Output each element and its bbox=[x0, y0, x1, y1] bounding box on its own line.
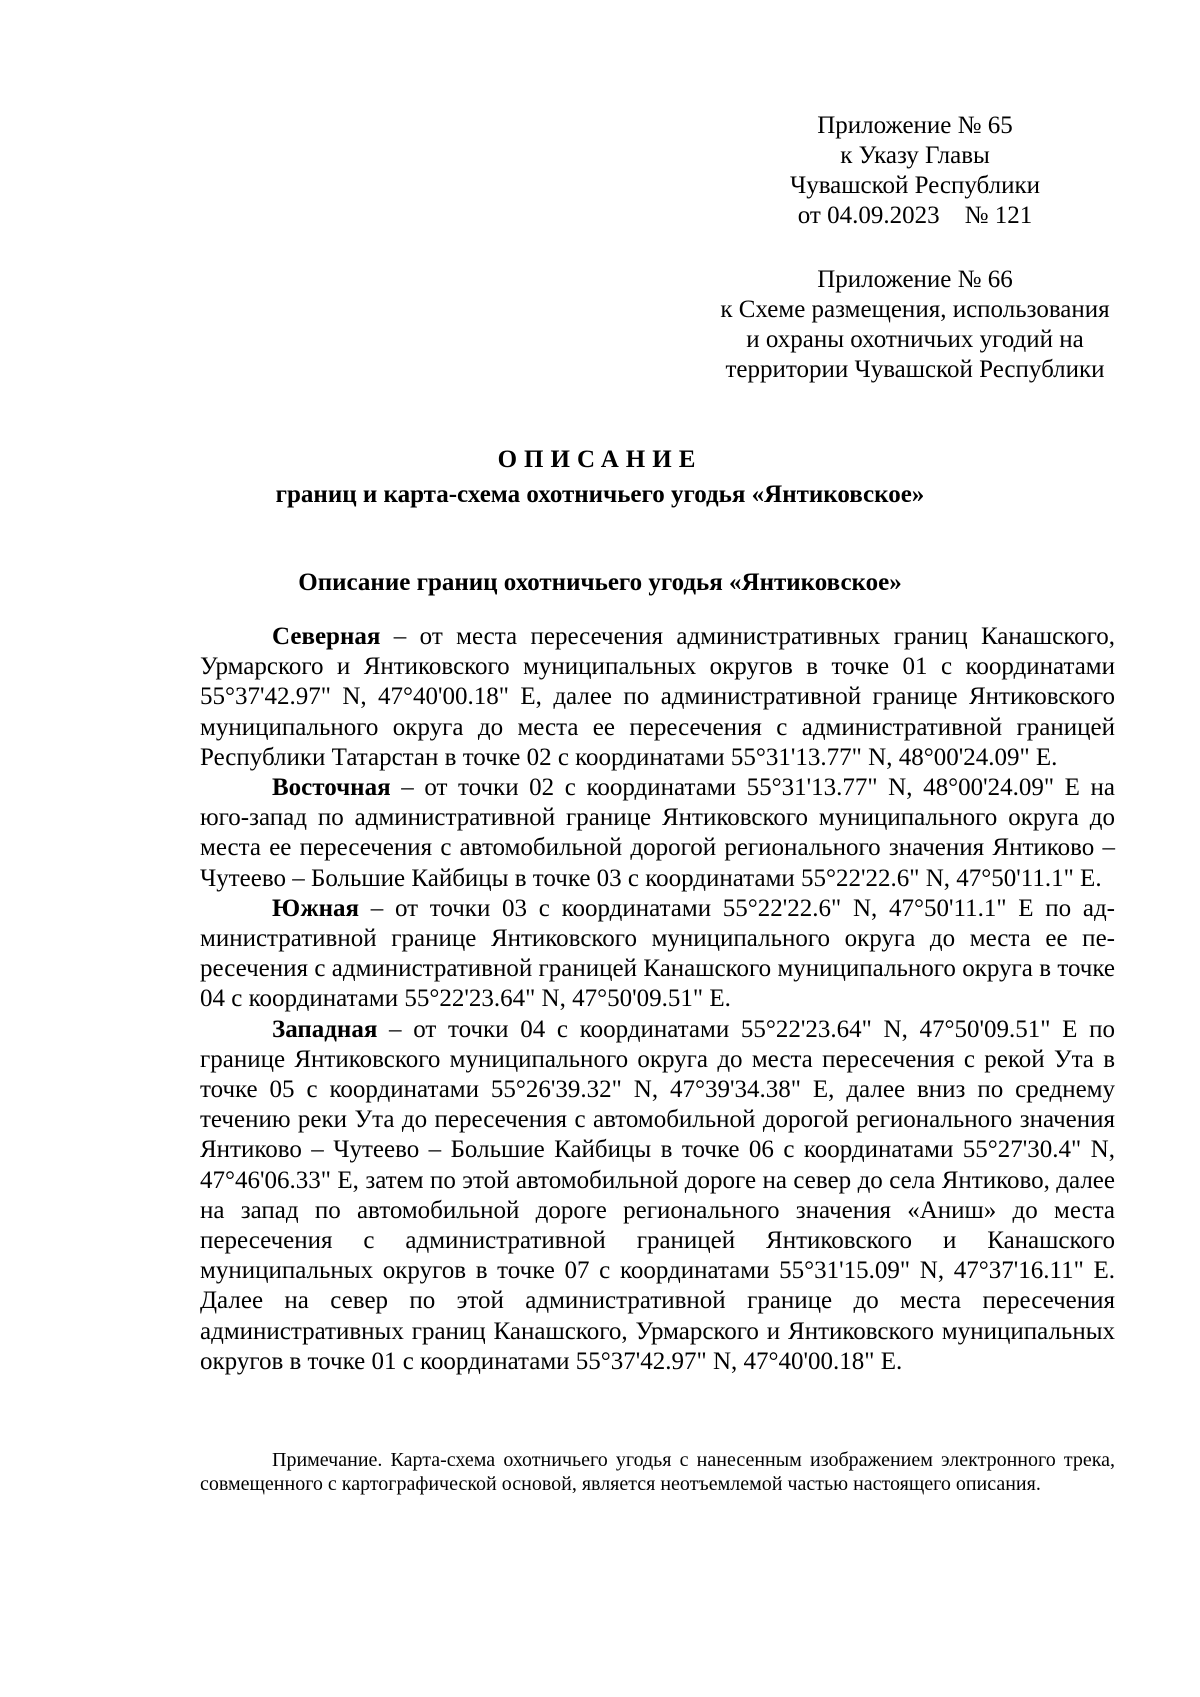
appendix-number-line: Приложение № 65 bbox=[817, 112, 1013, 139]
boundary-label: Южная bbox=[272, 894, 360, 922]
appendix-territory-line: территории Чувашской Республики bbox=[725, 356, 1105, 383]
boundary-text: – от места пересечения административных границ Канашского, Урмарского и Янтиковского муниципальных округов в точке 01 с координатами 55°37'42.97" N, 47°40'00.18" Е, далее по административной границе Янтиковского муниципального округа до места ее пересечения с административной границей Республики Татарстан в точке 02 с координатами 55°31'13.77" N, 48°00'24.09" Е. bbox=[200, 623, 1115, 771]
appendix-decree-reference bbox=[690, 111, 1140, 231]
boundary-label: Северная bbox=[272, 623, 381, 650]
boundary-text: – от точки 03 с координатами 55°22'22.6" N, 47°50'11.1" Е по административной границе Янтиковского муниципального округа до места ее пересечения с административной границей Канашского муниципального округа в точке 04 с координатами 55°22'23.64" N, 47°50'09.51" Е. bbox=[200, 894, 1115, 1013]
boundary-label: Восточная bbox=[272, 774, 391, 802]
section-heading: Описание границ охотничьего угодья «Янтиковское» bbox=[298, 569, 902, 596]
boundary-paragraph-west bbox=[200, 1015, 1115, 1377]
boundary-description bbox=[200, 622, 1115, 1377]
appendix-date-line: от 04.09.2023 № 121 bbox=[797, 202, 1033, 229]
appendix-scheme-line: к Схеме размещения, использования bbox=[720, 296, 1110, 323]
boundary-paragraph-south bbox=[200, 894, 1115, 1015]
appendix-decree-line: к Указу Главы bbox=[840, 142, 990, 169]
footnote: Примечание. Карта-схема охотничьего угодья с нанесенным изображением электронного трека, совмещенного с картографической основой, является неотъемлемой частью настоящего описания. bbox=[200, 1449, 1115, 1495]
boundary-paragraph-north bbox=[200, 622, 1115, 773]
boundary-label: Западная bbox=[272, 1015, 378, 1043]
document-subtitle: границ и карта-схема охотничьего угодья «Янтиковское» bbox=[275, 481, 925, 508]
document-title: ОПИСАНИЕ bbox=[497, 446, 703, 473]
boundary-paragraph-east bbox=[200, 773, 1115, 894]
appendix-number-line: Приложение № 66 bbox=[817, 266, 1013, 293]
appendix-republic-line: Чувашской Республики bbox=[789, 172, 1041, 199]
appendix-protection-line: и охраны охотничьих угодий на bbox=[746, 326, 1084, 353]
appendix-scheme-reference bbox=[690, 265, 1140, 385]
boundary-text: – от точки 04 с координатами 55°22'23.64" N, 47°50'09.51" Е по границе Янтиковского муниципального округа до места пересечения с рекой Ута в точке 05 с координатами 55°26'39.32" N, 47°39'34.38" Е, далее вниз по среднему течению реки Ута до пересечения с автомобильной дорогой регионального значения Янтиково – Чутеево – Большие Кайбицы в точке 06 с координатами 55°27'30.4" N, 47°46'06.33" Е, затем по этой автомобильной дороге на север до села Янтиково, далее на запад по автомобильной дороге регионального значения «Аниш» до места пересечения с административной границей Янтиковского и Канашского муниципальных округов в точке 07 с координатами 55°31'15.09" N, 47°37'16.11" Е. Далее на север по этой административной границе до места пересечения административных границ Канашского, Урмарского и Янтиковского муниципальных округов в точке 01 с координатами 55°37'42.97" N, 47°40'00.18" Е. bbox=[200, 1015, 1115, 1375]
boundary-text: – от точки 02 с координатами 55°31'13.77" N, 48°00'24.09" Е на юго-запад по административной границе Янтиковского муниципального округа до места ее пересечения с автомобильной дорогой регионального значения Янтиково – Чутеево – Большие Кайбицы в точке 03 с координатами 55°22'22.6" N, 47°50'11.1" Е. bbox=[200, 774, 1115, 892]
